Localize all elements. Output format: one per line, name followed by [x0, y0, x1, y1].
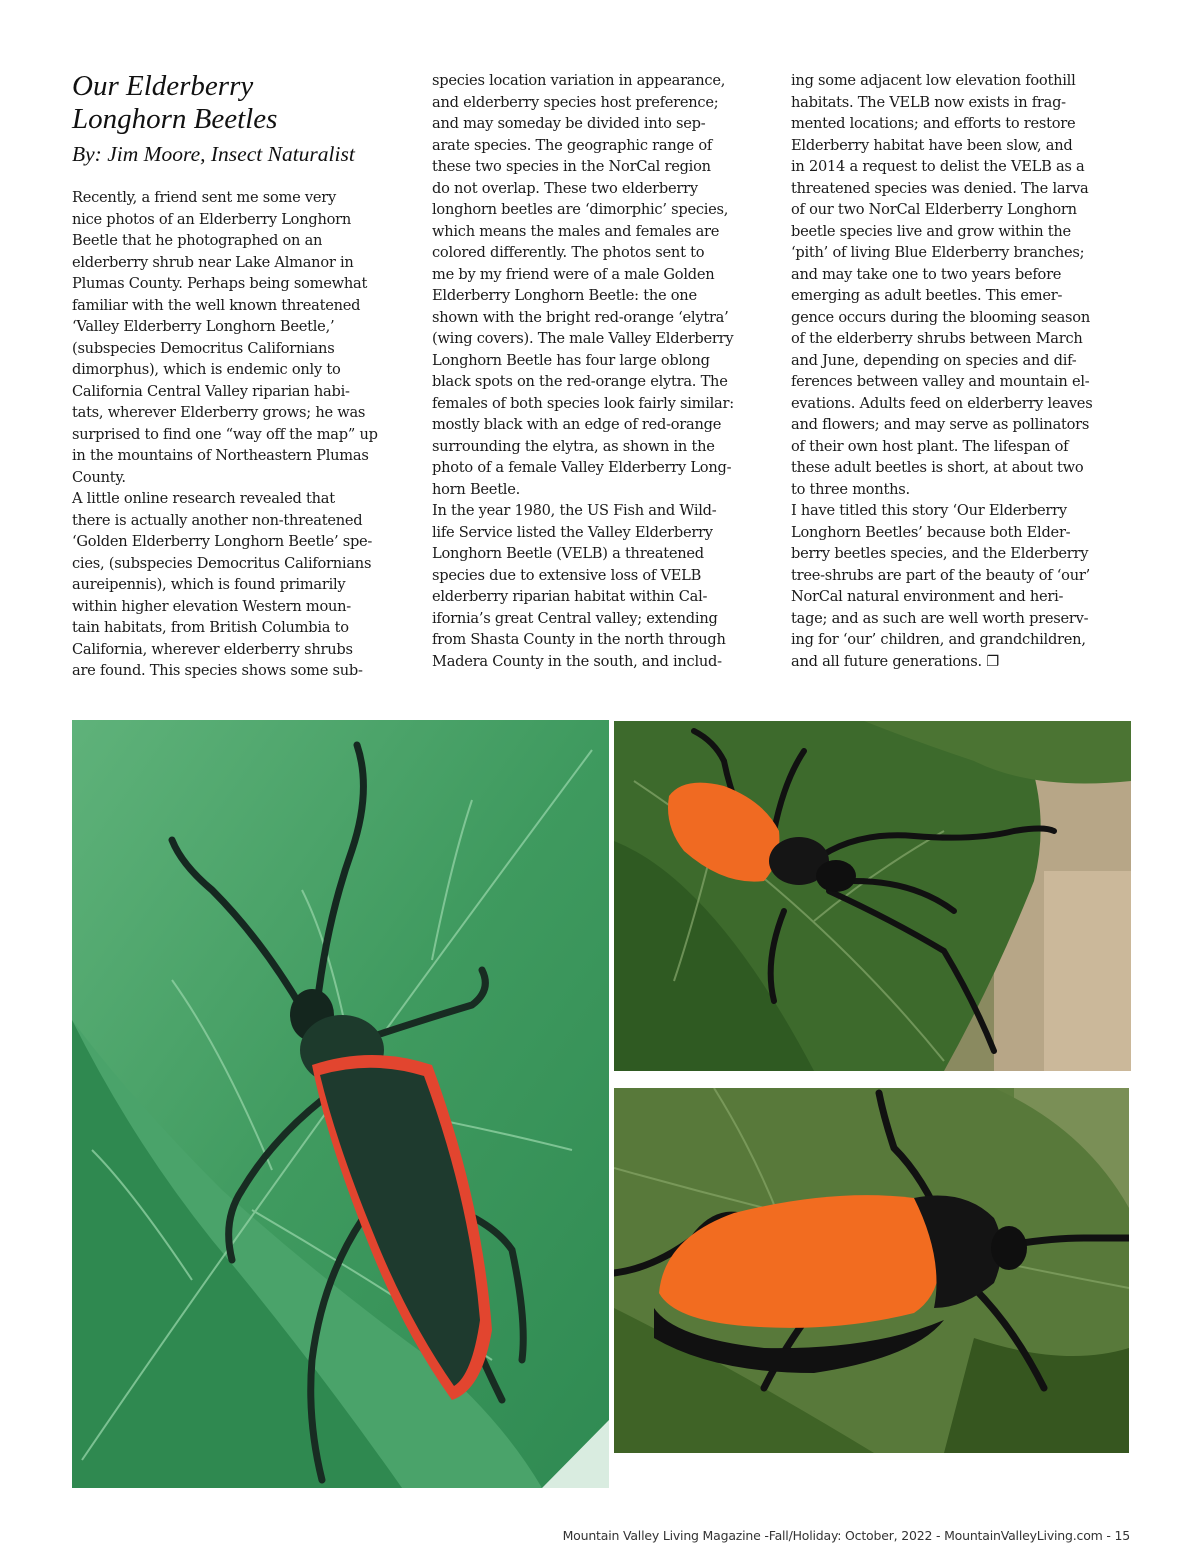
male-beetle-closeup-photo: [614, 1088, 1129, 1453]
male-golden-elderberry-beetle-closeup-photo-icon: [614, 1088, 1129, 1453]
paragraph: I have titled this story ‘Our Elderberry Longhorn Beetles’ because both Elder- berry beetles species, and the Elderberry tree-shrubs are part of the beauty of ‘our’ NorCal natural environment and heri- tage; and as such are well worth preserv- ing for ‘our’ children, and grandchildren, and all future generations. ❐: [791, 502, 1090, 670]
article-title: [72, 70, 277, 136]
title-line-1: Our Elderberry: [72, 70, 254, 102]
text-column-1: [72, 187, 410, 682]
female-beetle-photo: [72, 720, 609, 1488]
female-valley-elderberry-beetle-photo-icon: [72, 720, 609, 1488]
paragraph: species location variation in appearance, and elderberry species host preference; and may someday be divided into sep- arate species. The geographic range of these two species in the NorCal region do not overlap. These two elderberry longhorn beetles are ‘dimorphic’ species, which means the males and females are colored differently. The photos sent to me by my friend were of a male Golden Elderberry Longhorn Beetle: the one shown with the bright red-orange ‘elytra’ (wing covers). The male Valley Elderberry Longhorn Beetle has four large oblong black spots on the red-orange elytra. The females of both species look fairly similar: mostly black with an edge of red-orange surrounding the elytra, as shown in the photo of a female Valley Elderberry Long- horn Beetle.: [432, 72, 734, 498]
title-line-2: Longhorn Beetles: [72, 103, 278, 135]
text-column-3: [791, 70, 1129, 672]
paragraph: A little online research revealed that there is actually another non-threatened ‘Golden Elderberry Longhorn Beetle’ spe- cies, (subspecies Democritus Californians aureipennis), which is found primarily within higher elevation Western moun- tain habitats, from British Columbia to California, wherever elderberry shrubs are found. This species shows some sub-: [72, 490, 373, 679]
paragraph: Recently, a friend sent me some very nice photos of an Elderberry Longhorn Beetle that he photographed on an elderberry shrub near Lake Almanor in Plumas County. Perhaps being somewhat familiar with the well known threatened ‘Valley Elderberry Longhorn Beetle,’ (subspecies Democritus Californians dimorphus), which is endemic only to California Central Valley riparian habi- tats, wherever Elderberry grows; he was surprised to find one “way off the map” up in the mountains of Northeastern Plumas County.: [72, 189, 378, 486]
article-byline: By: Jim Moore, Insect Naturalist: [72, 142, 355, 166]
text-column-2: [432, 70, 770, 672]
male-beetle-photo: [614, 721, 1131, 1071]
page-footer: Mountain Valley Living Magazine -Fall/Holiday: October, 2022 - MountainValleyLiving.com - 15: [562, 1528, 1130, 1543]
male-golden-elderberry-beetle-photo-icon: [614, 721, 1131, 1071]
paragraph: ing some adjacent low elevation foothill habitats. The VELB now exists in frag- mented locations; and efforts to restore Elderberry habitat have been slow, and in 2014 a request to delist the VELB as a threatened species was denied. The larva of our two NorCal Elderberry Longhorn beetle species live and grow within the ‘pith’ of living Blue Elderberry branches; and may take one to two years before emerging as adult beetles. This emer- gence occurs during the blooming season of the elderberry shrubs between March and June, depending on species and dif- ferences between valley and mountain el- evations. Adults feed on elderberry leaves and flowers; and may serve as pollinators of their own host plant. The lifespan of these adult beetles is short, at about two to three months.: [791, 72, 1093, 498]
paragraph: In the year 1980, the US Fish and Wild- life Service listed the Valley Elderberry Longhorn Beetle (VELB) a threatened species due to extensive loss of VELB elderberry riparian habitat within Cal- ifornia’s great Central valley; extending from Shasta County in the north through Madera County in the south, and includ-: [432, 502, 726, 670]
